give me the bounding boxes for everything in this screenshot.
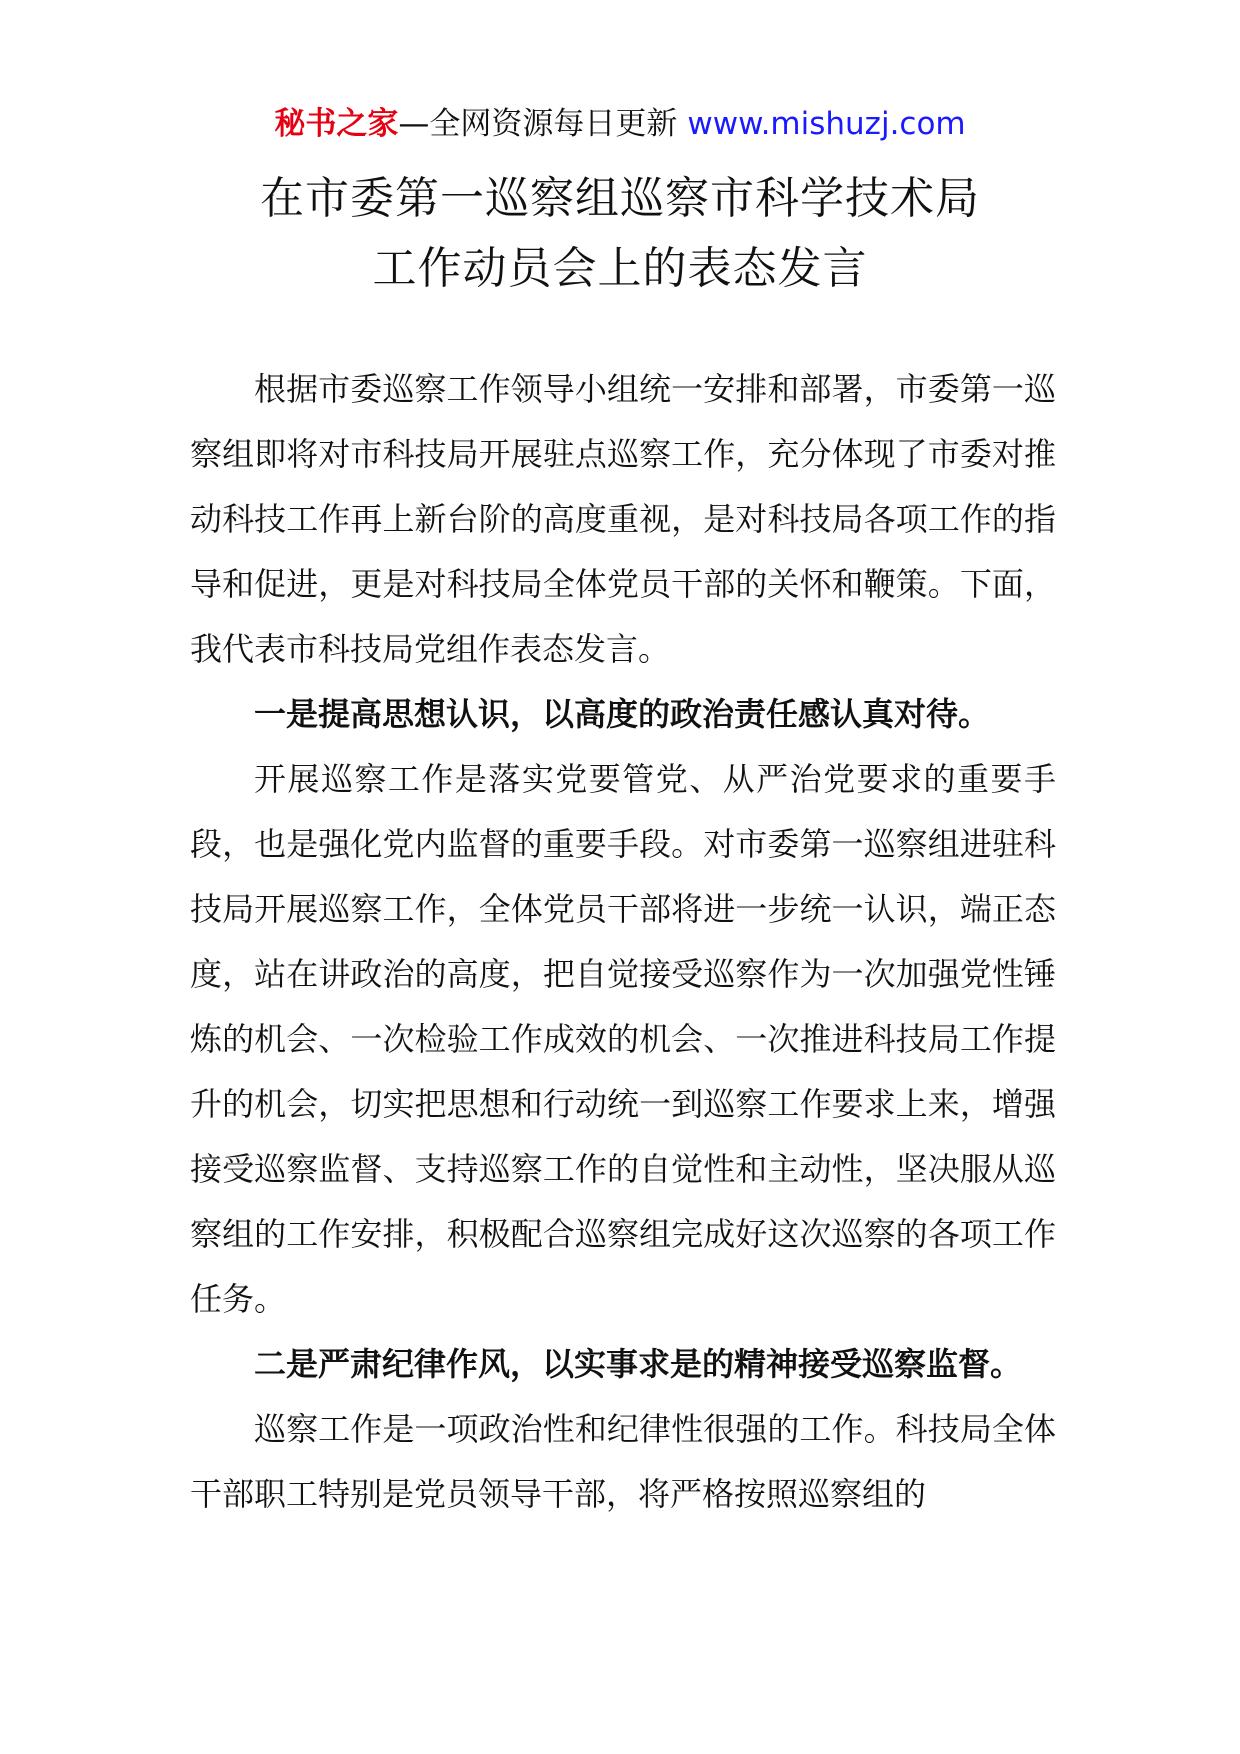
brand-name: 秘书之家 <box>274 106 399 142</box>
body-paragraph-1: 开展巡察工作是落实党要管党、从严治党要求的重要手段，也是强化党内监督的重要手段。对市委第一巡察组进驻科技局开展巡察工作，全体党员干部将进一步统一认识，端正态度，站在讲政治的高度，把自觉接受巡察作为一次加强党性锤炼的机会、一次检验工作成效的机会、一次推进科技局工作提升的机会，切实把思想和行动统一到巡察工作要求上来，增强接受巡察监督、支持巡察工作的自觉性和主动性，坚决服从巡察组的工作安排，积极配合巡察组完成好这次巡察的各项工作任务。 <box>190 760 1056 1318</box>
document-title <box>0 164 1240 304</box>
section-heading-2: 二是严肃纪律作风，以实事求是的精神接受巡察监督。 <box>254 1345 1023 1383</box>
header-tagline: —全网资源每日更新 <box>398 106 678 142</box>
site-header <box>0 102 1240 146</box>
section-heading-1: 一是提高思想认识，以高度的政治责任感认真对待。 <box>254 695 991 733</box>
site-url-link[interactable]: www.mishuzj.com <box>687 106 966 142</box>
title-line-2: 工作动员会上的表态发言 <box>372 243 868 294</box>
body-paragraph-intro: 根据市委巡察工作领导小组统一安排和部署，市委第一巡察组即将对市科技局开展驻点巡察工作，充分体现了市委对推动科技工作再上新台阶的高度重视，是对科技局各项工作的指导和促进，更是对科技局全体党员干部的关怀和鞭策。下面，我代表市科技局党组作表态发言。 <box>190 370 1056 668</box>
document-body <box>190 357 1056 1527</box>
title-line-1: 在市委第一巡察组巡察市科学技术局 <box>260 173 980 224</box>
body-paragraph-2: 巡察工作是一项政治性和纪律性很强的工作。科技局全体干部职工特别是党员领导干部，将严格按照巡察组的 <box>190 1410 1056 1513</box>
